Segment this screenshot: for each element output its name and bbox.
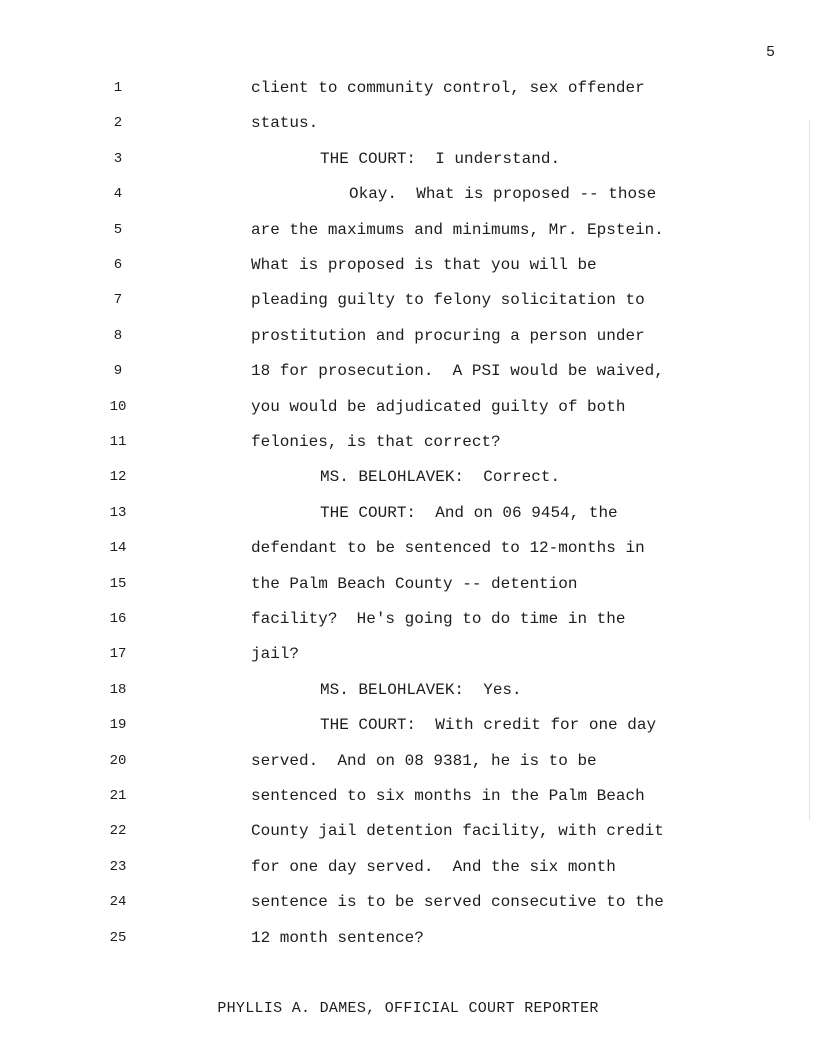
line-text: sentence is to be served consecutive to the xyxy=(251,893,664,912)
transcript-line xyxy=(0,890,816,914)
line-number: 11 xyxy=(109,434,127,450)
transcript-line xyxy=(0,395,816,419)
line-number: 20 xyxy=(109,752,127,769)
line-text: THE COURT: And on 06 9454, the xyxy=(320,503,618,522)
line-number: 21 xyxy=(109,788,127,804)
line-text: served. And on 08 9381, he is to be xyxy=(251,751,597,770)
line-number: 24 xyxy=(109,894,127,911)
line-number: 17 xyxy=(109,646,127,663)
line-number: 22 xyxy=(109,823,127,840)
line-text: MS. BELOHLAVEK: Correct. xyxy=(320,468,561,487)
line-text: What is proposed is that you will be xyxy=(251,256,597,274)
line-number: 7 xyxy=(113,292,123,309)
transcript-line xyxy=(0,536,816,560)
line-text: you would be adjudicated guilty of both xyxy=(251,397,626,416)
transcript-line xyxy=(0,147,816,171)
line-number: 2 xyxy=(113,115,123,132)
transcript-line xyxy=(0,784,816,808)
line-text: Okay. What is proposed -- those xyxy=(349,185,657,204)
line-number: 10 xyxy=(109,398,127,415)
line-text: 12 month sentence? xyxy=(251,928,424,947)
line-number: 4 xyxy=(113,186,123,203)
line-number: 23 xyxy=(109,858,127,875)
court-reporter-footer: PHYLLIS A. DAMES, OFFICIAL COURT REPORTER xyxy=(217,1000,599,1017)
line-text: pleading guilty to felony solicitation to xyxy=(251,291,645,310)
line-text: client to community control, sex offender xyxy=(251,79,645,97)
line-number: 16 xyxy=(109,611,127,627)
transcript-line xyxy=(0,324,816,348)
transcript-line xyxy=(0,855,816,879)
line-number: 12 xyxy=(109,469,127,486)
transcript-line xyxy=(0,465,816,489)
line-text: felonies, is that correct? xyxy=(251,433,501,451)
line-number: 5 xyxy=(113,221,123,238)
line-text: defendant to be sentenced to 12-months in xyxy=(251,539,645,558)
transcript-line xyxy=(0,430,816,454)
line-number: 14 xyxy=(109,540,127,557)
line-number: 6 xyxy=(113,257,123,273)
line-text: prostitution and procuring a person under xyxy=(251,326,645,345)
line-number: 9 xyxy=(113,363,123,380)
line-text: the Palm Beach County -- detention xyxy=(251,574,578,593)
line-text: 18 for prosecution. A PSI would be waived, xyxy=(251,362,664,381)
transcript-line xyxy=(0,253,816,277)
transcript-line xyxy=(0,359,816,383)
line-text: THE COURT: With credit for one day xyxy=(320,716,657,735)
line-text: for one day served. And the six month xyxy=(251,857,616,876)
transcript-line xyxy=(0,501,816,525)
line-number: 15 xyxy=(109,575,127,592)
line-text: status. xyxy=(251,114,319,133)
transcript-line xyxy=(0,926,816,950)
line-number: 3 xyxy=(113,150,123,167)
line-number: 18 xyxy=(109,681,127,698)
line-text: jail? xyxy=(251,645,300,664)
transcript-line xyxy=(0,572,816,596)
transcript-line xyxy=(0,819,816,843)
page-number: 5 xyxy=(766,44,776,61)
transcript-line xyxy=(0,678,816,702)
transcript-line xyxy=(0,182,816,206)
line-text: are the maximums and minimums, Mr. Epstein. xyxy=(251,220,664,239)
line-number: 25 xyxy=(109,929,127,946)
transcript-line xyxy=(0,607,816,631)
line-text: MS. BELOHLAVEK: Yes. xyxy=(320,680,522,699)
line-text: facility? He's going to do time in the xyxy=(251,610,626,628)
line-text: County jail detention facility, with credit xyxy=(251,822,664,841)
line-text: sentenced to six months in the Palm Beach xyxy=(251,787,645,805)
line-number: 1 xyxy=(113,80,123,96)
line-text: THE COURT: I understand. xyxy=(320,149,561,168)
transcript-line xyxy=(0,76,816,100)
transcript-line xyxy=(0,288,816,312)
line-number: 13 xyxy=(109,504,127,521)
line-number: 19 xyxy=(109,717,127,734)
transcript-line xyxy=(0,642,816,666)
transcript-line xyxy=(0,218,816,242)
line-number: 8 xyxy=(113,327,123,344)
transcript-line xyxy=(0,111,816,135)
transcript-line xyxy=(0,749,816,773)
transcript-line xyxy=(0,713,816,737)
